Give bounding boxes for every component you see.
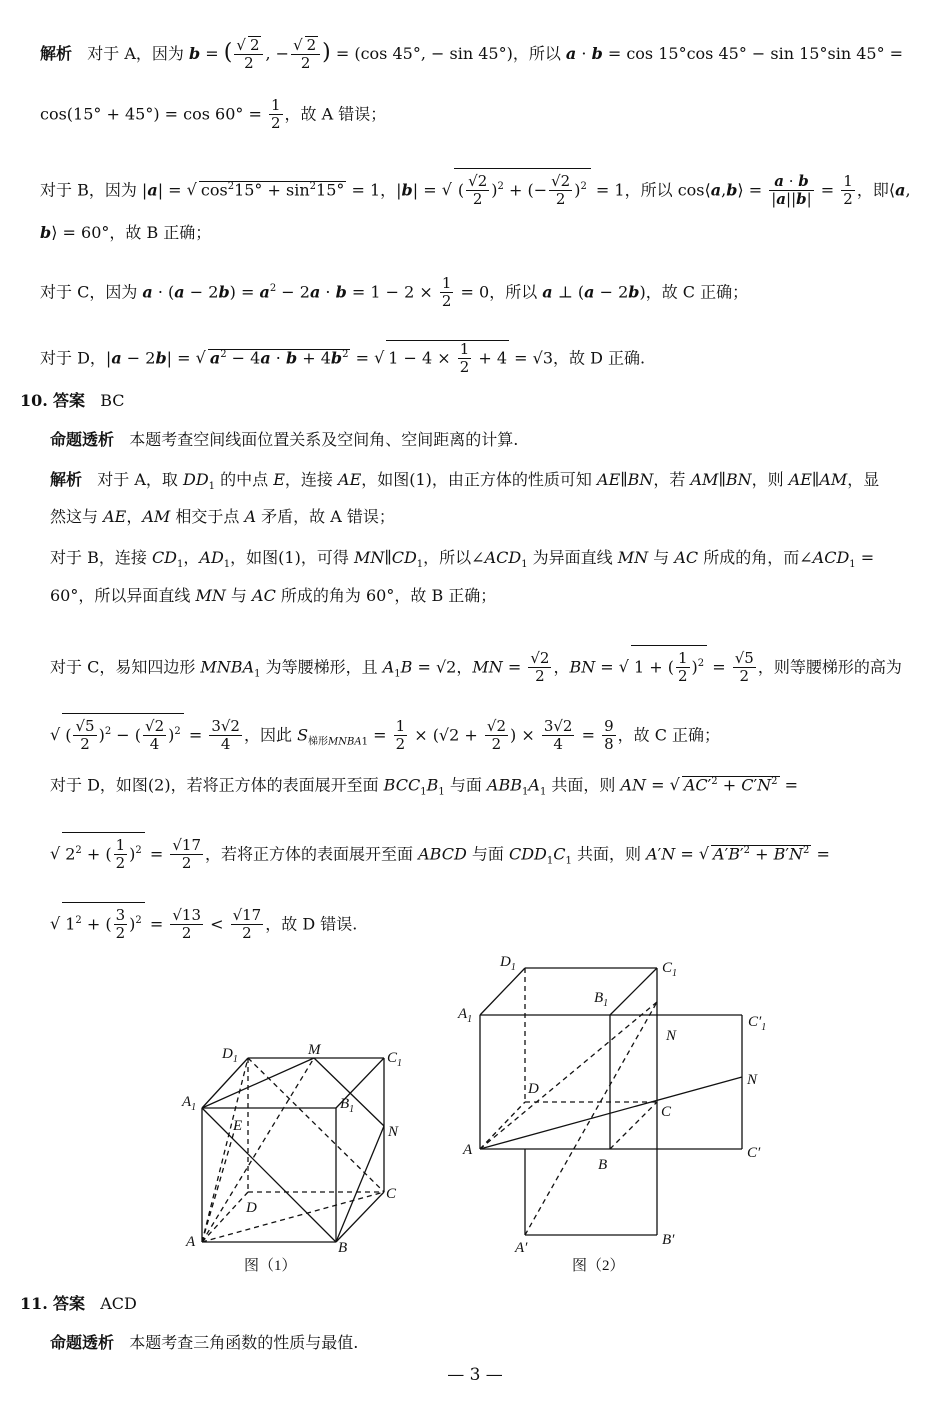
figures-svg bbox=[0, 940, 950, 1280]
q10-answer-line bbox=[20, 393, 125, 409]
svg-text:B: B bbox=[598, 1157, 608, 1173]
q10-analysis-d-line3: √ $1^2$ + ( $\frac{3}{2}$ )$^2$ = $\frac{√13}{2}$ < $\frac{√17}{2}$ ，故 D 错误. bbox=[50, 902, 357, 947]
svg-text:B1: $B_1$ bbox=[340, 1096, 355, 1115]
svg-text:C: C bbox=[386, 1186, 397, 1202]
figure-1 bbox=[202, 1058, 384, 1242]
q10-analysis-d-line1: 对于 D，如图(2)，若将正方体的表面展开至面 $BCC_1B_1$ 与面 $ABB_1A_1$ 共面，则 AN = √ $AC'^2 + C'N^2$ = bbox=[50, 776, 798, 798]
fig1-caption: 图（1） bbox=[244, 1258, 297, 1274]
q11-number: 11. bbox=[20, 1294, 48, 1313]
svg-text:A1: $A_1$ bbox=[458, 1006, 473, 1025]
analysis-label: 解析 bbox=[40, 43, 73, 63]
q9-analysis-b-line1: 对于 B，因为 |a| = √ $\cos^215^\circ + \sin^215^\circ = 1$，|b| = √ ( $\frac{√2}{2}$ )$^2$ + (− $\frac{√2}{2}$ )$^2$ = 1，所以 cos⟨a,b⟩ = $\frac{a \cdot b}{|a||b|}$ = $\frac{1}{2}$ ，即⟨a, bbox=[40, 168, 911, 213]
svg-text:D1: $D_1$ bbox=[500, 954, 516, 973]
mingti-label-q11: 命题透析 bbox=[50, 1333, 115, 1352]
svg-text:D: D bbox=[246, 1200, 257, 1216]
svg-text:A′: A′ bbox=[515, 1240, 528, 1256]
q9-analysis-b-line2: b⟩ = 60°，故 B 正确； bbox=[40, 223, 212, 242]
svg-text:E: E bbox=[233, 1118, 243, 1134]
q11-answer-line bbox=[20, 1296, 137, 1312]
q11-mingti-line bbox=[50, 1335, 358, 1351]
svg-text:A: A bbox=[463, 1142, 473, 1158]
q10-analysis-b-line2: 60°，所以异面直线 MN 与 AC 所成的角为 60°，故 B 正确； bbox=[50, 586, 497, 605]
q10-analysis-a-line2: 然这与 AE，AM 相交于点 A 矛盾，故 A 错误； bbox=[50, 507, 395, 526]
svg-text:B: B bbox=[338, 1240, 348, 1256]
svg-text:N: N bbox=[666, 1028, 677, 1044]
svg-text:C′: C′ bbox=[747, 1145, 761, 1161]
svg-text:D: D bbox=[528, 1081, 539, 1097]
figure-2 bbox=[480, 968, 742, 1235]
analysis-label-q10: 解析 bbox=[50, 470, 83, 489]
svg-text:A: A bbox=[186, 1234, 196, 1250]
fig2-caption: 图（2） bbox=[572, 1258, 625, 1274]
q9-analysis-d: 对于 D，|a − 2b| = √ $a^2 - 4a \cdot b + 4b^2$ = √ 1 − 4 × $\frac{1}{2}$ + 4 = √3，故 D 正确. bbox=[40, 340, 645, 377]
q10-analysis-c-line1: 对于 C，易知四边形 $MNBA_1$ 为等腰梯形，且 $A_1B = √2$，MN = $\frac{√2}{2}$ ，BN = √ 1 + ( $\frac{1}{2}$ )$^2$ = $\frac{√5}{2}$ ，则等腰梯形的高为 bbox=[50, 645, 902, 690]
q10-analysis-c-line2: √ ( $\frac{√5}{2}$ )$^2$ − ( $\frac{√2}{4}$ )$^2$ = $\frac{3√2}{4}$ ，因此 $S_{梯形MNBA1}$ = $\frac{1}{2}$ × (√2 + $\frac{√2}{2}$ ) × $\frac{3√2}{4}$ = $\frac{9}{8}$ ，故 C 正确； bbox=[50, 713, 720, 758]
mingti-label: 命题透析 bbox=[50, 430, 115, 449]
q9-analysis-a-line1: 解析 对于 A，因为 b = ( √ $\frac{2}{2}$ , − √ $\frac{2}{2}$ ) = (cos 45°, − sin 45°)，所以 a · b = cos 15°cos 45° − sin 15°sin 45° = bbox=[40, 36, 903, 73]
answer-label: 答案 bbox=[52, 391, 85, 410]
q9-analysis-a-line2: cos(15° + 45°) = cos 60° = $\frac{1}{2}$ ，故 A 错误； bbox=[40, 96, 387, 133]
q11-answer: ACD bbox=[100, 1294, 137, 1313]
q10-analysis-d-line2: √ $2^2$ + ( $\frac{1}{2}$ )$^2$ = $\frac{√17}{2}$ ，若将正方体的表面展开至面 ABCD 与面 $CDD_1C_1$ 共面，则 A′N = √ $A'B'^2 + B'N^2$ = bbox=[50, 832, 830, 877]
q10-number: 10. bbox=[20, 391, 48, 410]
q10-mingti-text: 本题考查空间线面位置关系及空间角、空间距离的计算. bbox=[129, 430, 519, 449]
svg-text:N: N bbox=[747, 1072, 758, 1088]
page-number: — 3 — bbox=[447, 1365, 503, 1385]
q11-mingti-text: 本题考查三角函数的性质与最值. bbox=[129, 1333, 359, 1352]
svg-text:A1: $A_1$ bbox=[182, 1094, 197, 1113]
svg-text:B′: B′ bbox=[662, 1232, 675, 1248]
svg-text:M: M bbox=[308, 1042, 321, 1058]
q10-analysis-b-line1: 对于 B，连接 $CD_1$，$AD_1$，如图(1)，可得 $MN\parallel CD_1$，所以$\angle ACD_1$ 为异面直线 MN 与 AC 所成的角，而$\angle ACD_1$ = bbox=[50, 548, 875, 571]
svg-text:D1: $D_1$ bbox=[222, 1046, 238, 1065]
answer-label-q11: 答案 bbox=[52, 1294, 85, 1313]
svg-text:C1: $C_1$ bbox=[387, 1050, 403, 1069]
q10-analysis-a-line1: 解析 对于 A，取 $DD_1$ 的中点 E，连接 AE，如图(1)，由正方体的性质可知 AE∥BN，若 AM∥BN，则 AE∥AM，显 bbox=[50, 470, 880, 493]
svg-text:C1: $C_1$ bbox=[662, 960, 678, 979]
svg-text:N: N bbox=[388, 1124, 399, 1140]
svg-text:C′1: $C'_1$ bbox=[748, 1014, 767, 1033]
q9-analysis-c: 对于 C，因为 $a \cdot (a - 2b) = a^2 - 2a \cdot b = 1 - 2$ × $\frac{1}{2}$ = 0，所以 a ⊥ (a − 2b)，故 C 正确； bbox=[40, 274, 749, 311]
q10-answer: BC bbox=[100, 391, 125, 410]
svg-text:C: C bbox=[661, 1104, 672, 1120]
q10-mingti-line bbox=[50, 432, 518, 448]
svg-text:B1: $B_1$ bbox=[594, 990, 609, 1009]
